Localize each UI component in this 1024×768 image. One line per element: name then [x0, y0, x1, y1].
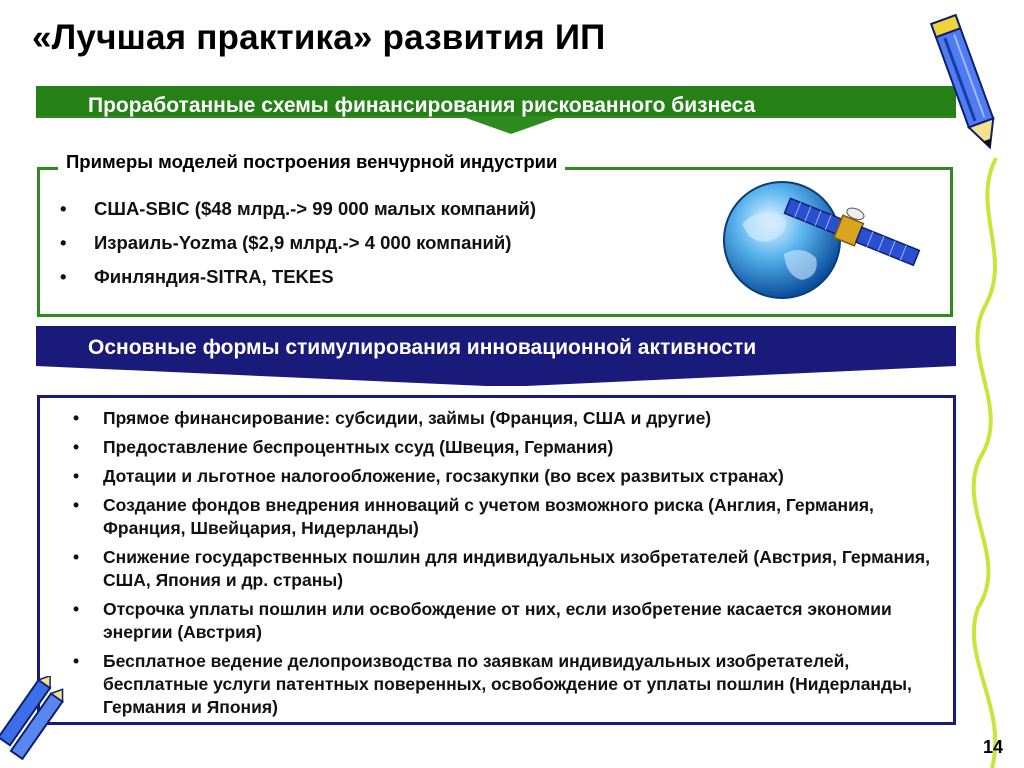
bullet: •: [73, 651, 80, 671]
globe-satellite-icon: [722, 174, 932, 304]
page-number: 14: [983, 737, 1004, 757]
navy-banner-text: Основные формы стимулирования инновационной активности: [88, 336, 757, 359]
list-item: • Финляндия-SITRA, TEKES: [60, 266, 334, 287]
bullet: •: [73, 599, 80, 619]
crayons-icon: [0, 676, 72, 768]
venture-models-list: [60, 198, 536, 300]
bullet: •: [73, 408, 80, 428]
list-item: • Прямое финансирование: субсидии, займы (Франция, США и другие): [73, 408, 712, 428]
bullet: •: [73, 547, 80, 567]
bullet: •: [60, 198, 67, 219]
bullet: •: [60, 266, 67, 287]
bullet: •: [60, 232, 67, 253]
list-item: • Создание фондов внедрения инноваций с учетом возможного риска (Англия, Германия, Франция, Швейцария, Нидерланды): [73, 495, 874, 538]
venture-models-title: Примеры моделей построения венчурной индустрии: [58, 151, 565, 173]
list-item: • Израиль-Yozma ($2,9 млрд.-> 4 000 компаний): [60, 232, 512, 253]
green-banner-text: Проработанные схемы финансирования рискованного бизнеса: [88, 94, 756, 117]
bullet: •: [73, 437, 80, 457]
stimulus-forms-list: [73, 407, 948, 725]
list-item: • Бесплатное ведение делопроизводства по заявкам индивидуальных изобретателей, бесплатные услуги патентных поверенных, освобождение от уплаты пошлин (Нидерланды, Германия и Япония): [73, 651, 912, 717]
list-item: • Отсрочка уплаты пошлин или освобождение от них, если изобретение касается экономии энергии (Австрия): [73, 599, 892, 642]
bullet: •: [73, 495, 80, 515]
bullet: •: [73, 466, 80, 486]
slide-title: «Лучшая практика» развития ИП: [32, 18, 606, 57]
pencil-icon: [930, 8, 1024, 768]
list-item: • Снижение государственных пошлин для индивидуальных изобретателей (Австрия, Германия, США, Япония и др. страны): [73, 547, 930, 590]
list-item: • Предоставление беспроцентных ссуд (Швеция, Германия): [73, 437, 614, 457]
list-item: • США-SBIC ($48 млрд.-> 99 000 малых компаний): [60, 198, 536, 219]
list-item: • Дотации и льготное налогообложение, госзакупки (во всех развитых странах): [73, 466, 784, 486]
